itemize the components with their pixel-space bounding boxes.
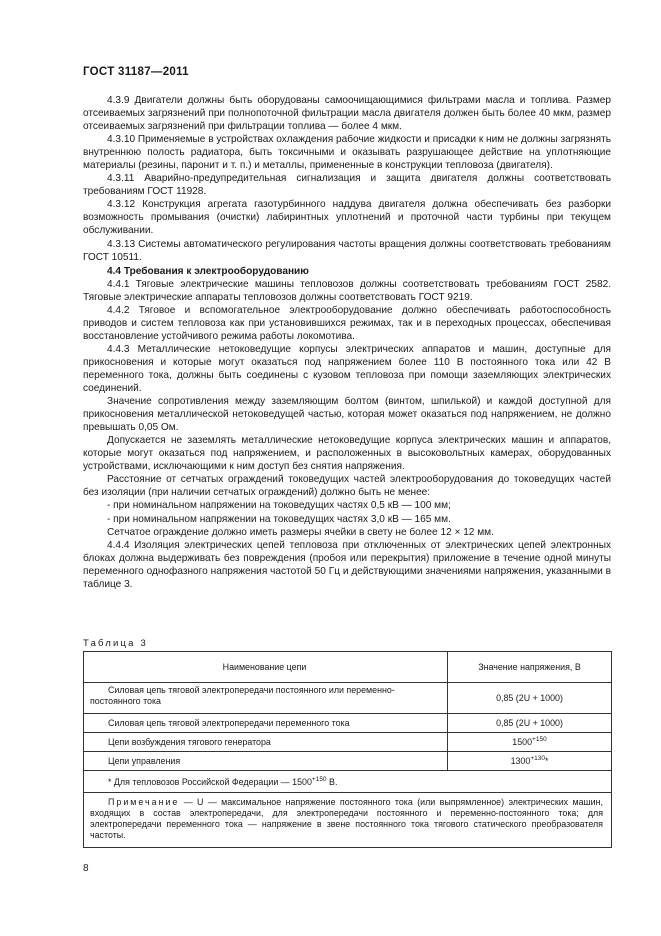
paragraph-4-4-4: 4.4.4 Изоляция электрических цепей тепловоза при отключенных от электрических цепей электронных блоках должна выдерживать без повреждения (пробоя или перекрытия) приложение в течение одной минуты переменного однофазного напряжения частотой 50 Гц и действующими значениями напряжения, указанными в таблице 3. xyxy=(83,539,611,590)
table-footnote xyxy=(84,771,345,792)
table-cell-value: 0,85 (2U + 1000) xyxy=(496,718,563,728)
table-3 xyxy=(83,651,612,848)
paragraph-4-3-11: 4.3.11 Аварийно-предупредительная сигнализация и защита двигателя должны соответствовать требованиям ГОСТ 11928. xyxy=(83,173,611,198)
table-cell-value: 0,85 (2U + 1000) xyxy=(496,693,563,703)
document-header: ГОСТ 31187—2011 xyxy=(83,66,189,78)
table-row xyxy=(84,733,611,752)
paragraph-distance: Расстояние от сетчатых ограждений токоведущих частей электрооборудования до токоведущих частей без изоляции (при наличии сетчатых ограждений) должно быть не менее: xyxy=(83,474,611,499)
paragraph-4-3-12: 4.3.12 Конструкция агрегата газотурбинного наддува двигателя должна обеспечивать без разборки возможность промывания (очистки) лабиринтных уплотнений и проточной части турбины при текущем обслуживании. xyxy=(83,199,611,237)
footnote-marker: * xyxy=(544,756,549,766)
paragraph-exemption: Допускается не заземлять металлические нетоковедущие корпуса электрических машин и аппаратов, которые могут оказаться под напряжением, и расположенных в высоковольтных камерах, оборудованных устройствами, исключающими к ним доступ без снятия напряжения. xyxy=(83,435,611,473)
value-base: 1500 xyxy=(512,737,533,747)
table-row xyxy=(84,714,611,733)
table-footnote-row xyxy=(84,771,611,793)
value-tolerance: +130 xyxy=(530,755,545,762)
page-number: 8 xyxy=(83,863,89,874)
value-tolerance: +150 xyxy=(532,736,547,743)
paragraph-4-3-13: 4.3.13 Системы автоматического регулирования частоты вращения должны соответствовать требованиям ГОСТ 10511. xyxy=(83,238,611,263)
table-cell-value xyxy=(448,752,611,770)
list-item: - при номинальном напряжении на токоведущих частях 0,5 кВ — 100 мм; xyxy=(107,500,451,512)
section-heading-4-4: 4.4 Требования к электрооборудованию xyxy=(107,265,309,277)
footnote-text: * Для тепловозов Российской Федерации — 1500 xyxy=(108,777,312,787)
footnote-tolerance: +150 xyxy=(311,776,327,783)
paragraph-resistance: Значение сопротивления между заземляющим болтом (винтом, шпилькой) и каждой доступной для прикосновения металлической нетоковедущей частью, которая может оказаться под напряжением, не должно превышать 0,05 Ом. xyxy=(83,396,611,434)
table-cell-value xyxy=(448,733,611,751)
table-cell-name: Силовая цепь тяговой электропередачи постоянного или переменно-постоянного тока xyxy=(84,683,448,713)
paragraph-4-4-1: 4.4.1 Тяговые электрические машины тепловозов должны соответствовать требованиям ГОСТ 2582. Тяговые электрические аппараты тепловозов должны соответствовать ГОСТ 9219. xyxy=(83,278,611,303)
table-cell-name: Силовая цепь тяговой электропередачи переменного тока xyxy=(84,714,448,732)
paragraph-4-3-10: 4.3.10 Применяемые в устройствах охлаждения рабочие жидкости и присадки к ним не должны загрязнять внутреннюю полость радиатора, быть токсичными и оказывать разрушающее действие на уплотняющие материалы (резины, паронит и т. п.) и металлы, примененные в конструкции тепловоза (двигателя). xyxy=(83,134,611,172)
table-note xyxy=(84,793,611,847)
paragraph-4-3-9: 4.3.9 Двигатели должны быть оборудованы самоочищающимися фильтрами масла и топлива. Размер отсеиваемых загрязнений при полнопоточной фильтрации масла двигателя должен быть более 40 мкм, размер отсеиваемых загрязнений при фильтрации топлива — более 4 мкм. xyxy=(83,95,611,133)
paragraph-4-4-3: 4.4.3 Металлические нетоковедущие корпусы электрических аппаратов и машин, доступные для прикосновения и которые могут оказаться под напряжением более 110 В постоянного тока или 42 В переменного тока, должны быть соединены с кузовом тепловоза при помощи заземляющих электрических соединений. xyxy=(83,343,611,395)
table-row xyxy=(84,683,611,714)
table-caption: Таблица 3 xyxy=(83,638,148,649)
document-body xyxy=(83,94,611,591)
footnote-unit: В. xyxy=(326,777,338,787)
table-row xyxy=(84,752,611,771)
note-text: — U — максимальное напряжение постоянного тока (или выпрямленное) электрических машин, входящих в состав электропередачи, для электропередачи постоянного и переменно-постоянного тока; для электропередачи переменного тока — напряжение в звене постоянного тока тягового статического преобразователя частоты. xyxy=(90,797,603,840)
paragraph-mesh: Сетчатое ограждение должно иметь размеры ячейки в свету не более 12 × 12 мм. xyxy=(107,526,494,538)
table-header-row xyxy=(84,652,611,683)
column-header-circuit: Наименование цепи xyxy=(84,652,448,682)
note-label: Примечание xyxy=(108,797,180,807)
table-cell-name: Цепи управления xyxy=(84,752,448,770)
value-base: 1300 xyxy=(510,756,531,766)
table-cell-name: Цепи возбуждения тягового генератора xyxy=(84,733,448,751)
paragraph-4-4-2: 4.4.2 Тяговое и вспомогательное электрооборудование должно обеспечивать работоспособность приводов и систем тепловоза как при установившихся режимах, так и в переходных процессах, обеспечивая восстановление устойчивого режима работы локомотива. xyxy=(83,304,611,342)
column-header-voltage: Значение напряжения, В xyxy=(478,662,581,672)
list-item: - при номинальном напряжении на токоведущих частях 3,0 кВ — 165 мм. xyxy=(107,513,451,525)
